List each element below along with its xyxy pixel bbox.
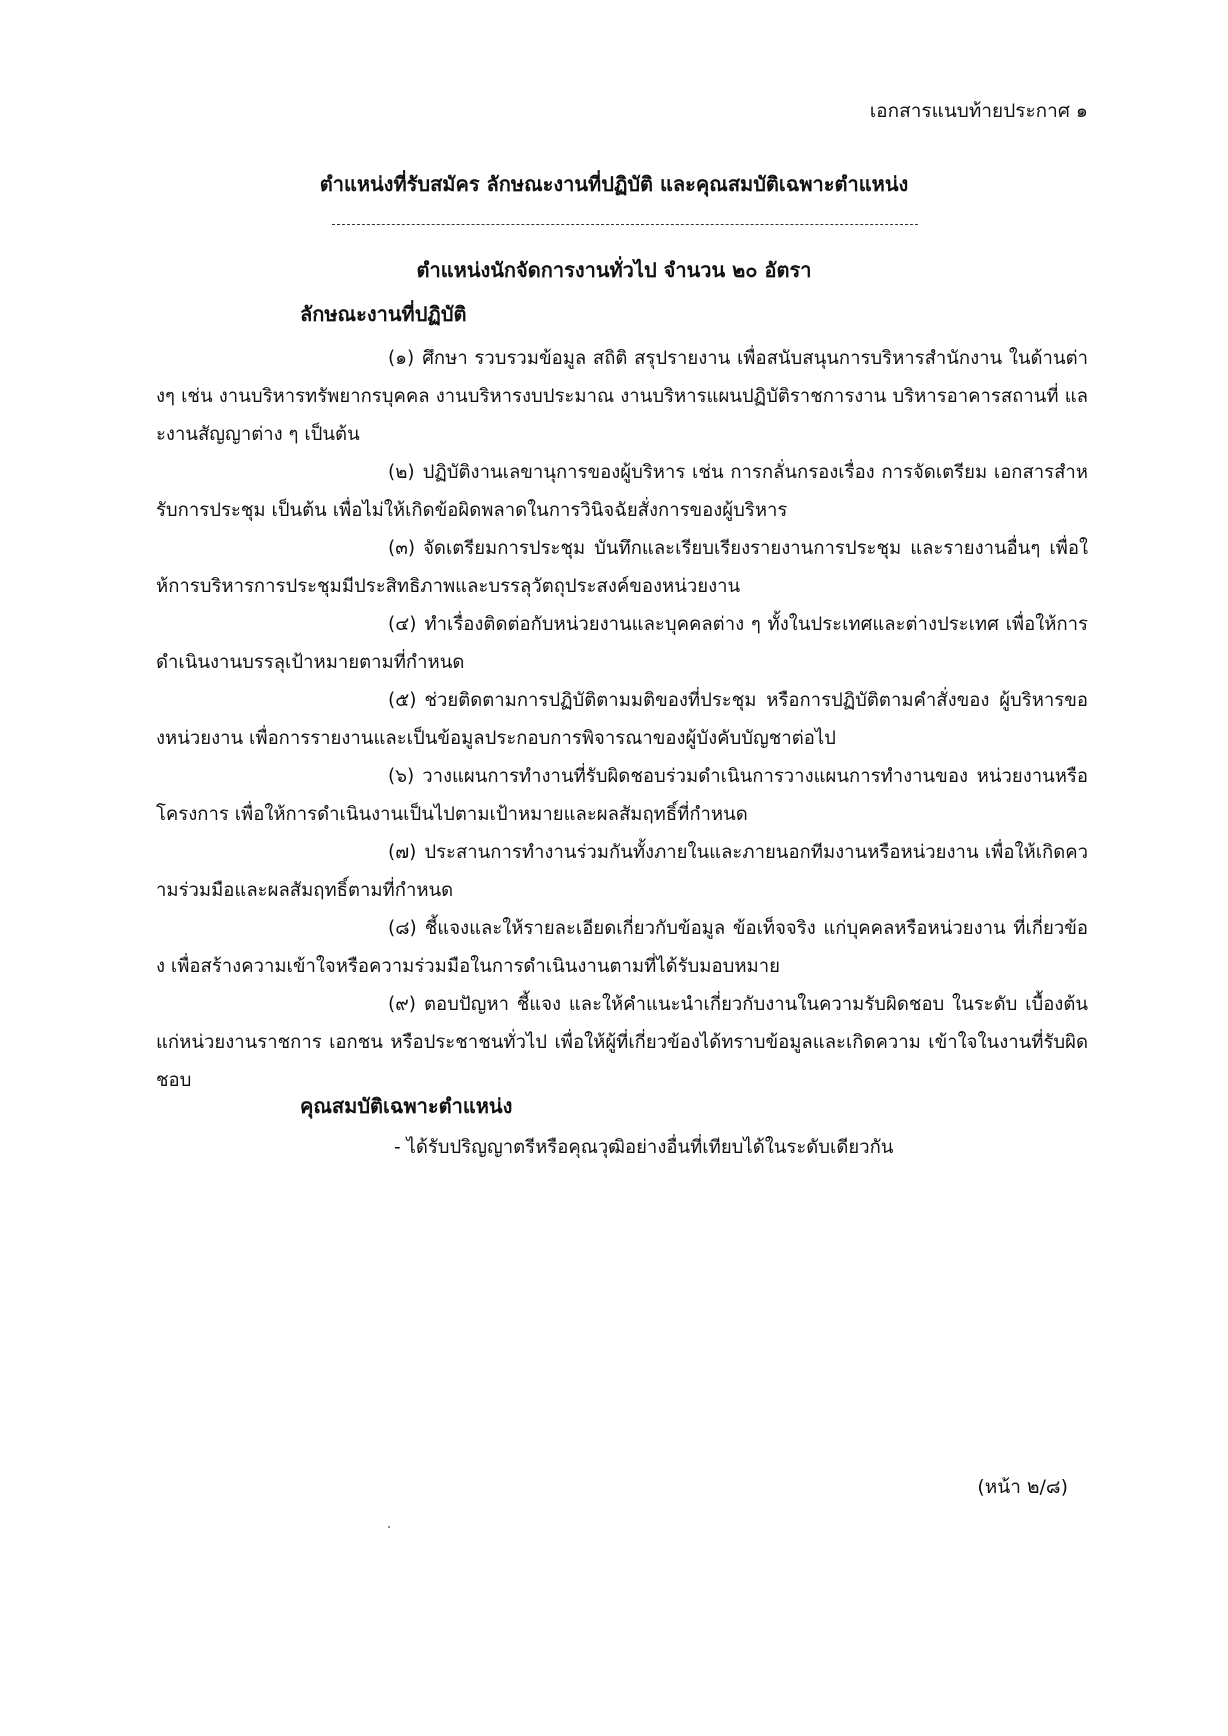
- duty-text: ชี้แจงและให้รายละเอียดเกี่ยวกับข้อมูล ข้อเท็จจริง แก่บุคคลหรือหน่วยงาน ที่เกี่ยวข้อง เพื่อสร้างความเข้าใจหรือความร่วมมือในการดำเนินงานตามที่ได้รับมอบหมาย: [156, 918, 1088, 977]
- duty-item: [156, 340, 1088, 454]
- duty-number: (๔): [388, 614, 417, 635]
- duty-text: ประสานการทำงานร่วมกันทั้งภายในและภายนอกทีมงานหรือหน่วยงาน เพื่อให้เกิดความร่วมมือและผลสัมฤทธิ์ตามที่กำหนด: [156, 842, 1088, 901]
- duty-number: (๙): [388, 994, 416, 1015]
- duty-item: [156, 454, 1088, 530]
- qualifications-heading: คุณสมบัติเฉพาะตำแหน่ง: [300, 1094, 513, 1118]
- duty-text: ปฏิบัติงานเลขานุการของผู้บริหาร เช่น การกลั่นกรองเรื่อง การจัดเตรียม เอกสารสำหรับการประชุม เป็นต้น เพื่อไม่ให้เกิดข้อผิดพลาดในการวินิจฉัยสั่งการของผู้บริหาร: [156, 462, 1088, 521]
- duty-number: (๘): [388, 918, 417, 939]
- duty-text: จัดเตรียมการประชุม บันทึกและเรียบเรียงรายงานการประชุม และรายงานอื่นๆ เพื่อให้การบริหารการประชุมมีประสิทธิภาพและบรรลุวัตถุประสงค์ของหน่วยงาน: [156, 538, 1088, 597]
- duties-list: [156, 340, 1088, 1100]
- duty-number: (๒): [388, 462, 415, 483]
- duty-item: [156, 682, 1088, 758]
- duty-number: (๕): [388, 690, 417, 711]
- duties-heading: ลักษณะงานที่ปฏิบัติ: [300, 302, 467, 326]
- position-title: ตำแหน่งนักจัดการงานทั่วไป จำนวน ๒๐ อัตรา: [416, 258, 812, 282]
- duty-item: [156, 758, 1088, 834]
- duty-number: (๓): [388, 538, 416, 559]
- duty-text: ช่วยติดตามการปฏิบัติตามมติของที่ประชุม หรือการปฏิบัติตามคำสั่งของ ผู้บริหารของหน่วยงาน เพื่อการรายงานและเป็นข้อมูลประกอบการพิจารณาของผู้บังคับบัญชาต่อไป: [156, 690, 1088, 749]
- duty-item: [156, 834, 1088, 910]
- qualification-item: - ได้รับปริญญาตรีหรือคุณวุฒิอย่างอื่นที่เทียบได้ในระดับเดียวกัน: [394, 1137, 894, 1158]
- annex-label: เอกสารแนบท้ายประกาศ ๑: [869, 100, 1088, 122]
- duty-text: ทำเรื่องติดต่อกับหน่วยงานและบุคคลต่าง ๆ ทั้งในประเทศและต่างประเทศ เพื่อให้การดำเนินงานบรรลุเป้าหมายตามที่กำหนด: [156, 614, 1088, 673]
- duty-text: วางแผนการทำงานที่รับผิดชอบร่วมดำเนินการวางแผนการทำงานของ หน่วยงานหรือโครงการ เพื่อให้การดำเนินงานเป็นไปตามเป้าหมายและผลสัมฤทธิ์ที่กำหนด: [156, 766, 1088, 825]
- duty-item: [156, 910, 1088, 986]
- duty-text: ตอบปัญหา ชี้แจง และให้คำแนะนำเกี่ยวกับงานในความรับผิดชอบ ในระดับ เบื้องต้น แก่หน่วยงานราชการ เอกชน หรือประชาชนทั่วไป เพื่อให้ผู้ที่เกี่ยวข้องได้ทราบข้อมูลและเกิดความ เข้าใจในงานที่รับผิดชอบ: [156, 994, 1088, 1091]
- duty-item: [156, 986, 1088, 1100]
- dashed-divider: [332, 224, 918, 225]
- scan-speck: [388, 1526, 390, 1528]
- duty-number: (๗): [388, 842, 417, 863]
- document-title: ตำแหน่งที่รับสมัคร ลักษณะงานที่ปฏิบัติ และคุณสมบัติเฉพาะตำแหน่ง: [319, 172, 909, 196]
- duty-item: [156, 530, 1088, 606]
- duty-number: (๖): [388, 766, 415, 787]
- duty-text: ศึกษา รวบรวมข้อมูล สถิติ สรุปรายงาน เพื่อสนับสนุนการบริหารสำนักงาน ในด้านต่างๆ เช่น งานบริหารทรัพยากรบุคคล งานบริหารงบประมาณ งานบริหารแผนปฏิบัติราชการงาน บริหารอาคารสถานที่ และงานสัญญาต่าง ๆ เป็นต้น: [156, 348, 1088, 445]
- duty-item: [156, 606, 1088, 682]
- duty-number: (๑): [388, 348, 415, 369]
- page-number: (หน้า ๒/๘): [977, 1476, 1068, 1498]
